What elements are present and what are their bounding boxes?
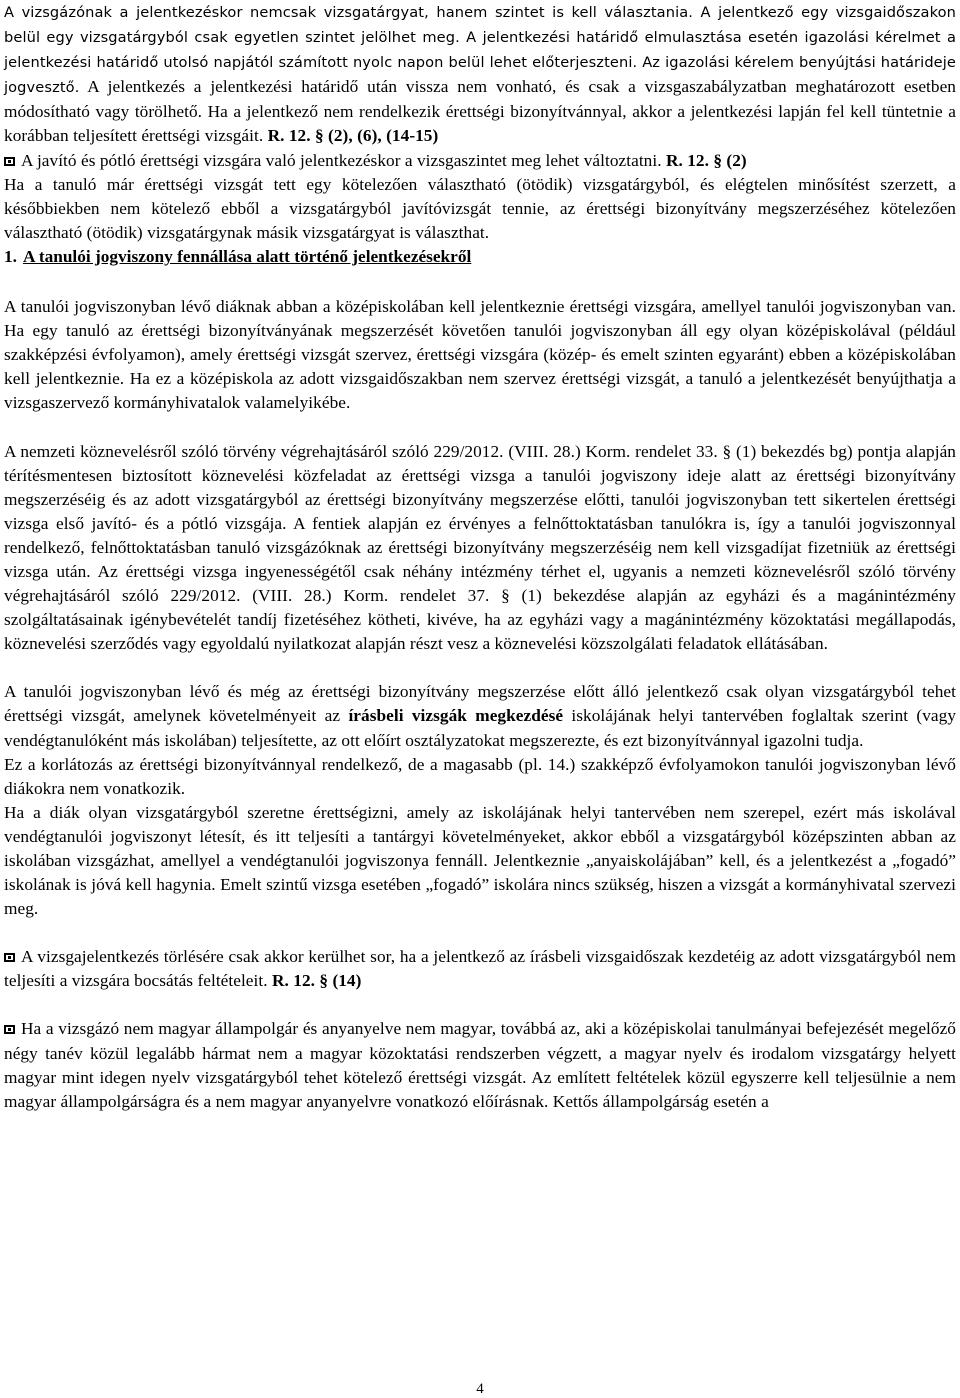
page-number: 4: [476, 1381, 484, 1397]
paragraph-text: A vizsgajelentkezés törlésére csak akkor kerülhet sor, ha a jelentkező az írásbeli vizsgaidőszak kezdetéig az adott vizsgatárgyból nem teljesíti a vizsgára bocsátás feltételeit.: [4, 947, 956, 991]
paragraph-curriculum-requirement: [4, 680, 956, 752]
square-bullet-icon: [4, 157, 15, 166]
square-bullet-icon: [4, 953, 15, 962]
paragraph-registration-level: [4, 0, 956, 149]
paragraph-guest-student: Ha a diák olyan vizsgatárgyból szeretne érettségizni, amely az iskolájának helyi tantervében nem szerepel, ezért más iskolával vendégtanulói jogviszonyt létesít, és itt teljesíti a tantárgyi követelményeket, akkor ebből a vizsgatárgyból középszinten abban az iskolában vizsgázhat, amellyel a vendégtanulói jogviszonya fennáll. Jelentkeznie „anyaiskolájában” kell, és a jelentkezést a „fogadó” iskolának is jóvá kell hagynia. Emelt szintű vizsga esetében „fogadó” iskolára nincs szükség, hiszen a vizsgát a kormányhivatal szervezi meg.: [4, 802, 956, 919]
emphasis-text: írásbeli vizsgák megkezdésé: [348, 706, 564, 726]
paragraph-cancellation: [4, 945, 956, 993]
paragraph-text: A javító és pótló érettségi vizsgára való jelentkezéskor a vizsgaszintet meg lehet változtatni.: [21, 150, 666, 170]
section-heading: [4, 245, 956, 269]
section-title: A tanulói jogviszony fennállása alatt történő jelentkezésekről: [22, 246, 472, 266]
legal-reference: R. 12. § (14): [271, 971, 362, 991]
paragraph-resit-level: [4, 149, 956, 173]
paragraph-free-exam: A nemzeti köznevelésről szóló törvény végrehajtásáról szóló 229/2012. (VIII. 28.) Korm. rendelet 33. § (1) bekezdés bg) pontja alapján térítésmentesen biztosított köznevelési közfeladat az érettségi vizsga a tanulói jogviszony ideje alatt az érettségi bizonyítvány megszerzéséig és az adott vizsgatárgyból az érettségi bizonyítvány megszerzése előtti, tanulói jogviszonyban tett sikertelen érettségi vizsga első javító- és a pótló vizsgája. A fentiek alapján ez érvényes a felnőttoktatásban tanulókra is, így a tanulói jogviszonnyal rendelkező, felnőttoktatásban tanuló vizsgázóknak az érettségi bizonyítvány megszerzéséig nem kell vizsgadíjat fizetniük az érettségi vizsga után. Az érettségi vizsga ingyenességétől csak néhány intézmény térhet el, ugyanis a nemzeti köznevelésről szóló törvény végrehajtásáról szóló 229/2012. (VIII. 28.) Korm. rendelet 37. § (1) bekezdése alapján az egyházi és a magánintézmény szolgáltatásainak igénybevételét tandíj fizetéséhez kötheti, kivéve, ha az egyházi vagy a magánintézmény közoktatási megállapodás, köznevelési szerződés vagy egyoldalú nyilatkozat alapján részt vesz a köznevelési közszolgálati feladatok ellátásában.: [4, 441, 956, 654]
document-page: [4, 0, 956, 1114]
paragraph-text: Ha a vizsgázó nem magyar állampolgár és anyanyelve nem magyar, továbbá az, aki a középiskolai tanulmányai befejezését megelőző négy tanév közül legalább hármat nem a magyar közoktatási rendszerben végzett, a magyar nyelv és irodalom vizsgatárgy helyett magyar mint idegen nyelv vizsgatárgyból tehet kötelező érettségi vizsgát. Az említett feltételek közül egyszerre kell teljesülnie a nem magyar állampolgárságra és a nem magyar anyanyelvre vonatkozó előírásnak. Kettős állampolgárság esetén a: [4, 1019, 956, 1111]
paragraph-sans-part: A vizsgázónak a jelentkezéskor nemcsak vizsgatárgyat, hanem szintet is kell választania. A jelentkező egy vizsgaidőszakon belül egy vizsgatárgyból csak egyetlen szintet jelölhet meg. A jelentkezési határidő elmulasztása esetén igazolási kérelmet a jelentkezési határidő utolsó napjától számított nyolc napon belül lehet előterjeszteni. Az igazolási kérelem benyújtási határideje jogvesztő.: [4, 4, 956, 97]
legal-reference: R. 12. § (2): [665, 150, 747, 170]
square-bullet-icon: [4, 1025, 15, 1034]
paragraph-restriction: Ez a korlátozás az érettségi bizonyítvánnyal rendelkező, de a magasabb (pl. 14.) szakképző évfolyamokon tanulói jogviszonyban lévő diákokra nem vonatkozik.: [4, 754, 956, 798]
section-number: 1.: [4, 246, 17, 266]
paragraph-student-status: A tanulói jogviszonyban lévő diáknak abban a középiskolában kell jelentkeznie érettségi vizsgára, amellyel tanulói jogviszonyban van. Ha egy tanuló az érettségi bizonyítványának megszerzését követően tanulói jogviszonyban áll egy olyan középiskolával (például szakképzési évfolyamon), amely érettségi vizsgát szervez, érettségi vizsgára (közép- és emelt szinten egyaránt) ebben a középiskolában kell jelentkeznie. Ha ez a középiskola az adott vizsgaidőszakban nem szervez érettségi vizsgát, a tanuló a jelentkezését benyújthatja a vizsgaszervező kormányhivatalok valamelyikébe.: [4, 297, 956, 413]
paragraph-text: A tanulói jogviszonyban lévő és még az érettségi bizonyítvány megszerzése előtt álló jelentkező csak olyan vizsgatárgyból tehet érettségi vizsgát, amelynek követelményeit az: [4, 682, 956, 726]
paragraph-foreign-student: [4, 1017, 956, 1113]
paragraph-fifth-subject: Ha a tanuló már érettségi vizsgát tett egy kötelezően választható (ötödik) vizsgatárgyból, és elégtelen minősítést szerzett, a későbbiekben nem kötelező ebből a vizsgatárgyból javítóvizsgát tennie, az érettségi bizonyítvány megszerzéséhez kötelezően választható (ötödik) vizsgatárgynak másik vizsgatárgyat is választhat.: [4, 174, 956, 242]
legal-reference: R. 12. § (2), (6), (14-15): [267, 126, 439, 146]
paragraph-text: iskolájának helyi tantervében foglaltak szerint (vagy vendégtanulóként más iskolában) teljesítette, az ott előírt osztályzatokat megszerezte, és ezt bizonyítvánnyal igazolni tudja.: [4, 706, 957, 750]
paragraph-serif-part: A jelentkezés a jelentkezési határidő után vissza nem vonható, és csak a vizsgaszabályzatban meghatározott esetben módosítható vagy törölhető. Ha a jelentkező nem rendelkezik érettségi bizonyítvánnyal, akkor a jelentkezési lapján fel kell tüntetnie a korábban teljesített érettségi vizsgáit.: [4, 77, 956, 146]
